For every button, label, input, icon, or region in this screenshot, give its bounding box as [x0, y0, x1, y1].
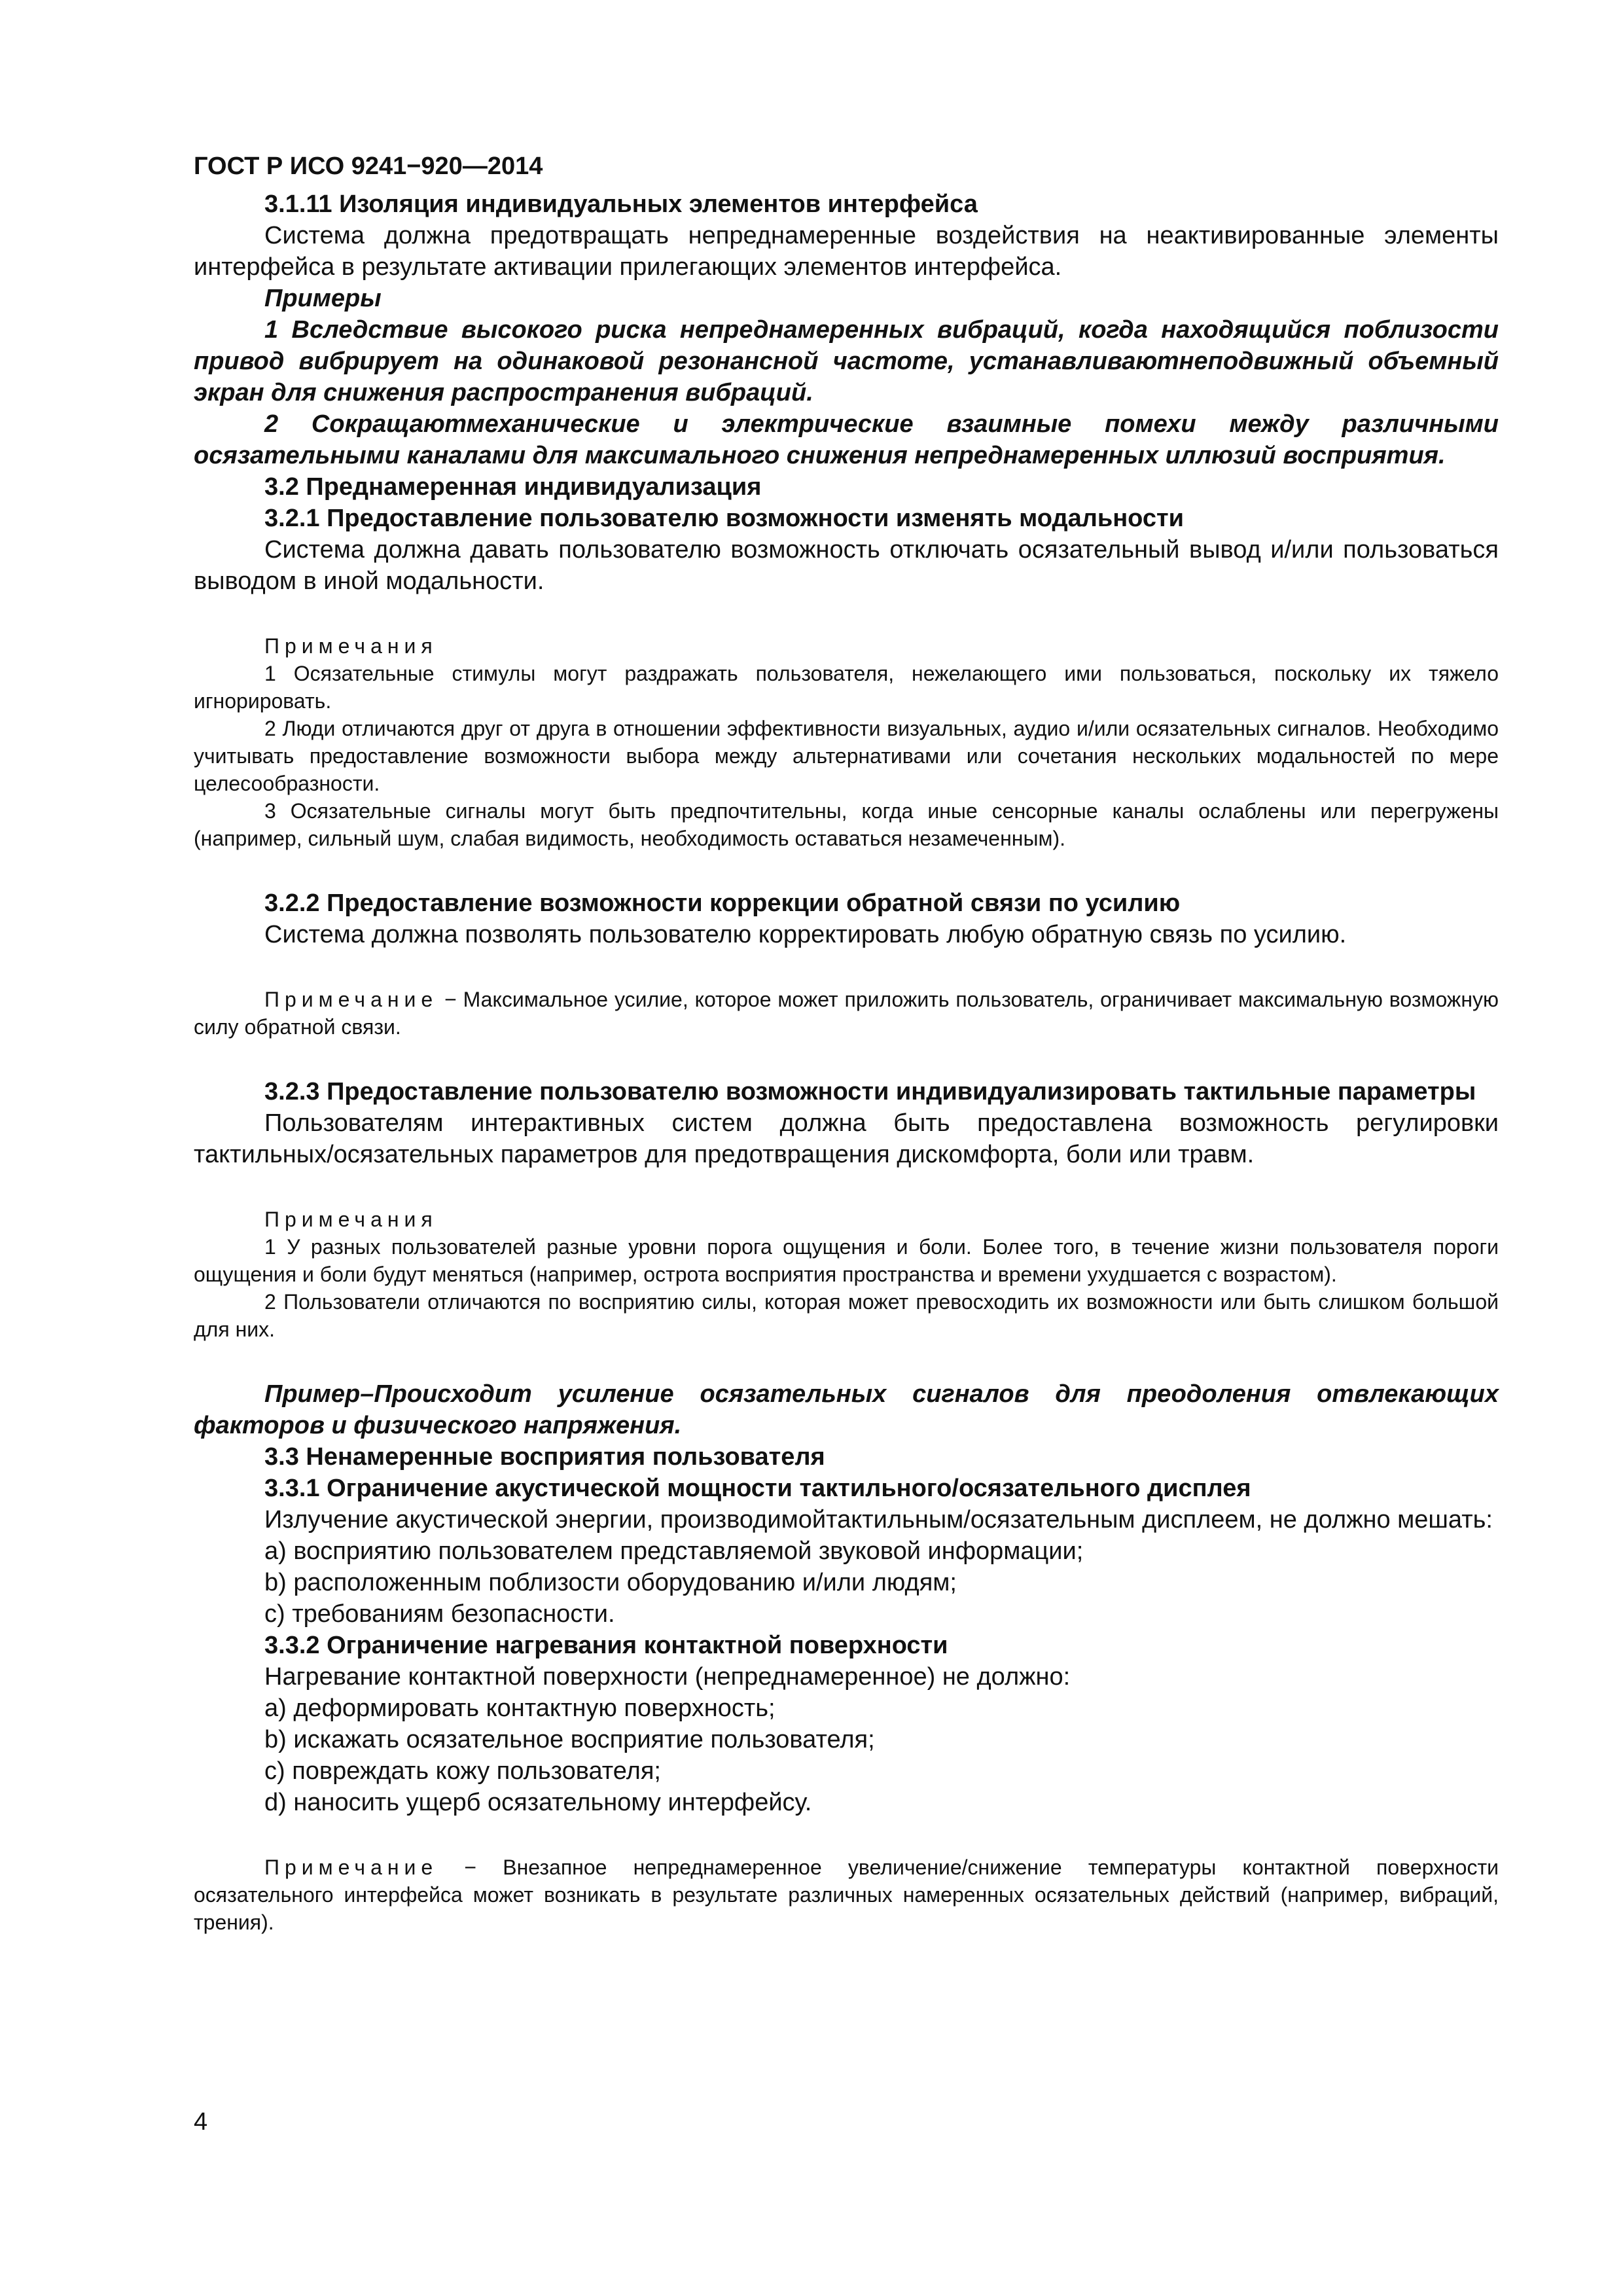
section-3-3-1-text: Излучение акустической энергии, производимойтактильным/осязательным дисплеем, не должно мешать: — [264, 1506, 1493, 1534]
note-1: 1 У разных пользователей разные уровни порога ощущения и боли. Более того, в течение жизни пользователя пороги ощущения и боли будут меняться (например, острота восприятия пространства и времени ухудшается с возрастом). — [194, 1235, 1499, 1286]
notes-title: Примечания — [264, 634, 438, 658]
note-dash: − — [438, 1856, 503, 1879]
note-3-3-2 — [194, 1854, 1499, 1936]
note-text: Внезапное непреднамеренное увеличение/снижение температуры контактной поверхности осязательного интерфейса может возникать в результате различных намеренных осязательных действий (например, вибраций, трения). — [194, 1856, 1499, 1934]
standard-header: ГОСТ Р ИСО 9241−920—2014 — [194, 152, 543, 180]
section-3-2-title: 3.2 Преднамеренная индивидуализация — [264, 473, 762, 501]
section-3-3-title: 3.3 Ненамеренные восприятия пользователя — [264, 1443, 825, 1471]
note-dash: − — [438, 988, 463, 1011]
section-3-2-1-title: 3.2.1 Предоставление пользователю возможности изменять модальности — [264, 505, 1184, 532]
spacer — [194, 597, 1499, 632]
example-2: 2 Сокращаютмеханические и электрические взаимные помехи между различными осязательными каналами для максимального снижения непреднамеренных иллюзий восприятия. — [194, 410, 1499, 469]
section-3-2-3-text: Пользователям интерактивных систем должна быть предоставлена возможность регулировки тактильных/осязательных параметров для предотвращения дискомфорта, боли или травм. — [194, 1109, 1499, 1168]
spacer — [194, 852, 1499, 888]
note-label: Примечание — [264, 988, 438, 1011]
spacer — [194, 1343, 1499, 1378]
notes-title: Примечания — [264, 1208, 438, 1231]
spacer — [194, 1170, 1499, 1206]
section-3-3-1-title: 3.3.1 Ограничение акустической мощности тактильного/осязательного дисплея — [264, 1475, 1251, 1502]
section-3-2-3-title: 3.2.3 Предоставление пользователю возможности индивидуализировать тактильные параметры — [264, 1078, 1476, 1105]
list-item: a) восприятию пользователем представляемой звуковой информации; — [264, 1537, 1084, 1565]
spacer — [194, 950, 1499, 986]
list-item: a) деформировать контактную поверхность; — [264, 1695, 776, 1722]
page-number: 4 — [194, 2108, 208, 2136]
example-3-2-3: Пример–Происходит усиление осязательных сигналов для преодоления отвлекающих факторов и физического напряжения. — [194, 1380, 1499, 1439]
note-3: 3 Осязательные сигналы могут быть предпочтительны, когда иные сенсорные каналы ослаблены или перегружены (например, сильный шум, слабая видимость, необходимость оставаться незамеченным). — [194, 799, 1499, 850]
spacer — [194, 1818, 1499, 1854]
note-1: 1 Осязательные стимулы могут раздражать пользователя, нежелающего ими пользоваться, поскольку их тяжело игнорировать. — [194, 662, 1499, 713]
note-label: Примечание — [264, 1856, 438, 1879]
list-item: b) расположенным поблизости оборудованию и/или людям; — [264, 1569, 957, 1596]
note-2: 2 Пользователи отличаются по восприятию силы, которая может превосходить их возможности или быть слишком большой для них. — [194, 1290, 1499, 1341]
list-item: b) искажать осязательное восприятие пользователя; — [264, 1726, 875, 1753]
list-item: c) повреждать кожу пользователя; — [264, 1757, 661, 1785]
note-text: Максимальное усилие, которое может приложить пользователь, ограничивает максимальную возможную силу обратной связи. — [194, 988, 1499, 1039]
section-3-2-1-text: Система должна давать пользователю возможность отключать осязательный вывод и/или пользоваться выводом в иной модальности. — [194, 536, 1499, 595]
note-2: 2 Люди отличаются друг от друга в отношении эффективности визуальных, аудио и/или осязательных сигналов. Необходимо учитывать предоставление возможности выбора между альтернативами или сочетания нескольких модальностей по мере целесообразности. — [194, 717, 1499, 795]
page-content — [194, 149, 1499, 1936]
section-3-1-11-title: 3.1.11 Изоляция индивидуальных элементов интерфейса — [264, 190, 978, 218]
section-3-3-2-text: Нагревание контактной поверхности (непреднамеренное) не должно: — [264, 1663, 1071, 1691]
section-3-2-2-title: 3.2.2 Предоставление возможности коррекции обратной связи по усилию — [264, 889, 1181, 917]
section-3-3-2-title: 3.3.2 Ограничение нагревания контактной поверхности — [264, 1632, 948, 1659]
section-3-2-2-text: Система должна позволять пользователю корректировать любую обратную связь по усилию. — [264, 921, 1347, 948]
note-3-2-2 — [194, 986, 1499, 1041]
list-item: d) наносить ущерб осязательному интерфейсу. — [264, 1789, 812, 1816]
list-item: c) требованиям безопасности. — [264, 1600, 615, 1628]
section-3-1-11-text: Система должна предотвращать непреднамеренные воздействия на неактивированные элементы интерфейса в результате активации прилегающих элементов интерфейса. — [194, 222, 1499, 281]
spacer — [194, 1041, 1499, 1076]
examples-title: Примеры — [264, 285, 382, 312]
example-1: 1 Вследствие высокого риска непреднамеренных вибраций, когда находящийся поблизости привод вибрирует на одинаковой резонансной частоте, устанавливаютнеподвижный объемный экран для снижения распространения вибраций. — [194, 316, 1499, 406]
